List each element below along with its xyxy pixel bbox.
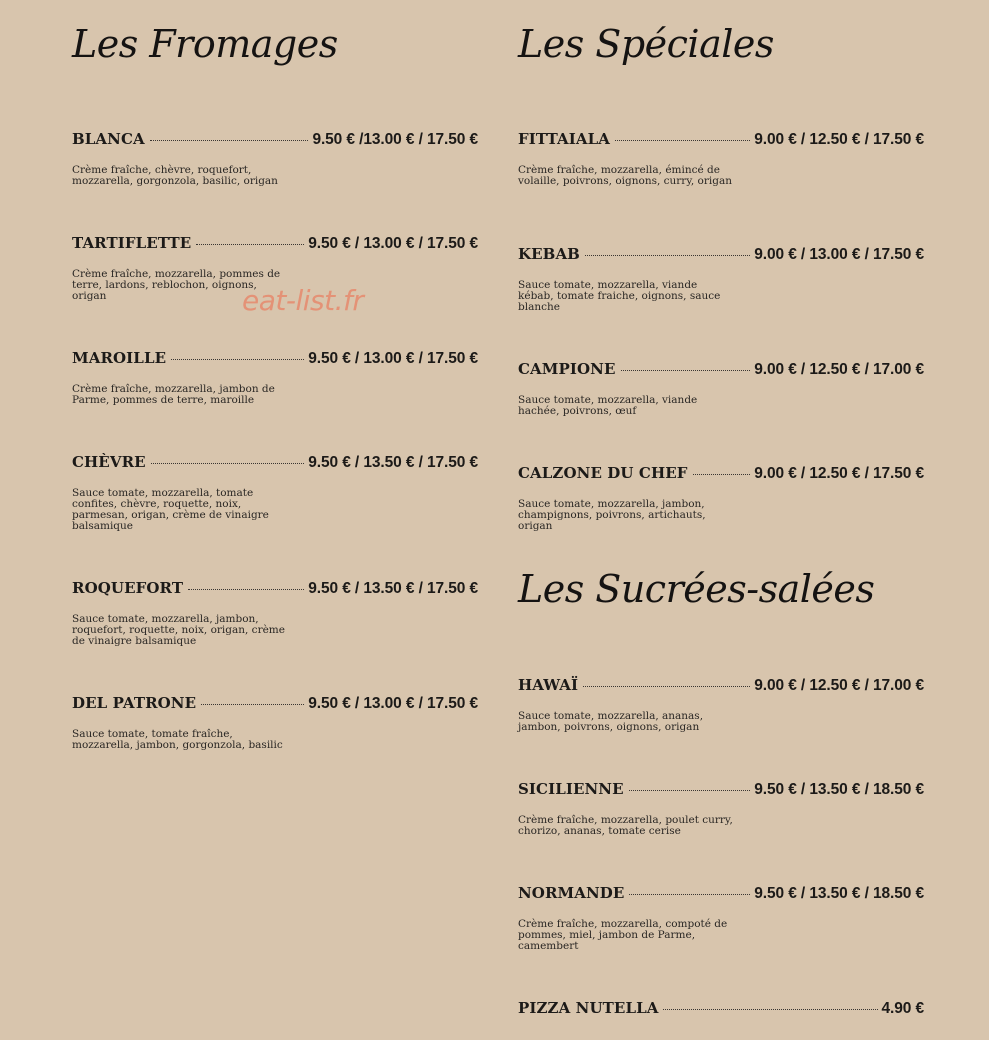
dot-leader — [196, 244, 304, 245]
menu-item-maroille — [72, 349, 478, 406]
menu-item-fittaiala — [518, 130, 924, 187]
item-description: Sauce tomate, mozzarella, viande hachée, poivrons, œuf — [518, 394, 698, 417]
item-name: SICILIENNE — [518, 780, 624, 798]
menu-item-roquefort — [72, 579, 478, 647]
item-price: 9.50 € / 13.50 € / 17.50 € — [308, 454, 478, 471]
item-description: Sauce tomate, mozzarella, jambon, champignons, poivrons, artichauts, origan — [518, 498, 706, 532]
section-title-speciales: Les Spéciales — [518, 22, 774, 66]
item-description: Crème fraîche, mozzarella, compoté de pommes, miel, jambon de Parme, camembert — [518, 918, 728, 952]
menu-item-campione — [518, 360, 924, 417]
dot-leader — [151, 463, 305, 464]
menu-item-chevre — [72, 453, 478, 532]
dot-leader — [188, 589, 304, 590]
item-price: 9.50 € / 13.50 € / 17.50 € — [308, 580, 478, 597]
item-description: Crème fraîche, mozzarella, jambon de Parme, pommes de terre, maroille — [72, 383, 275, 406]
item-name: CHÈVRE — [72, 453, 146, 471]
item-name: HAWAÏ — [518, 676, 579, 694]
menu-item-blanca — [72, 130, 478, 187]
item-name: KEBAB — [518, 245, 580, 263]
item-price: 9.00 € / 12.50 € / 17.00 € — [754, 677, 924, 694]
menu-item-tartiflette — [72, 234, 478, 302]
menu-item-hawai — [518, 676, 924, 733]
menu-item-del-patrone — [72, 694, 478, 751]
item-description: Sauce tomate, mozzarella, jambon, roquefort, roquette, noix, origan, crème de vinaigre balsamique — [72, 613, 285, 647]
item-name: DEL PATRONE — [72, 694, 197, 712]
item-name: MAROILLE — [72, 349, 167, 367]
menu-item-sicilienne — [518, 780, 924, 837]
section-title-sucrees-salees: Les Sucrées-salées — [518, 567, 875, 611]
item-price: 9.00 € / 12.50 € / 17.50 € — [754, 131, 924, 148]
item-description: Crème fraîche, chèvre, roquefort, mozzarella, gorgonzola, basilic, origan — [72, 164, 278, 187]
item-name: TARTIFLETTE — [72, 234, 192, 252]
item-name: ROQUEFORT — [72, 579, 184, 597]
item-description: Crème fraîche, mozzarella, émincé de volaille, poivrons, oignons, curry, origan — [518, 164, 732, 187]
menu-item-normande — [518, 884, 924, 952]
item-name: CALZONE DU CHEF — [518, 464, 688, 482]
item-description: Sauce tomate, mozzarella, tomate confites, chèvre, roquette, noix, parmesan, origan, crème de vinaigre balsamique — [72, 487, 269, 532]
menu-item-calzone-du-chef — [518, 464, 924, 532]
dot-leader — [150, 140, 309, 141]
dot-leader — [663, 1009, 877, 1010]
item-description: Sauce tomate, tomate fraîche, mozzarella, jambon, gorgonzola, basilic — [72, 728, 283, 751]
item-name: NORMANDE — [518, 884, 625, 902]
item-name: CAMPIONE — [518, 360, 616, 378]
item-price: 9.50 € / 13.00 € / 17.50 € — [308, 235, 478, 252]
item-description: Sauce tomate, mozzarella, ananas, jambon, poivrons, oignons, origan — [518, 710, 704, 733]
dot-leader — [585, 255, 750, 256]
item-price: 9.50 € / 13.50 € / 18.50 € — [754, 885, 924, 902]
dot-leader — [621, 370, 751, 371]
item-price: 9.00 € / 12.50 € / 17.00 € — [754, 361, 924, 378]
item-price: 9.50 € /13.00 € / 17.50 € — [312, 131, 478, 148]
item-price: 9.00 € / 13.00 € / 17.50 € — [754, 246, 924, 263]
dot-leader — [201, 704, 304, 705]
dot-leader — [615, 140, 750, 141]
dot-leader — [171, 359, 304, 360]
item-price: 9.50 € / 13.00 € / 17.50 € — [308, 695, 478, 712]
item-name: BLANCA — [72, 130, 145, 148]
item-price: 4.90 € — [881, 1000, 924, 1017]
item-price: 9.00 € / 12.50 € / 17.50 € — [754, 465, 924, 482]
dot-leader — [693, 474, 751, 475]
item-description: Crème fraîche, mozzarella, pommes de terre, lardons, reblochon, oignons, origan — [72, 268, 281, 302]
item-price: 9.50 € / 13.00 € / 17.50 € — [308, 350, 478, 367]
menu-item-kebab — [518, 245, 924, 313]
dot-leader — [629, 894, 750, 895]
section-title-fromages: Les Fromages — [72, 22, 338, 66]
item-price: 9.50 € / 13.50 € / 18.50 € — [754, 781, 924, 798]
item-description: Crème fraîche, mozzarella, poulet curry, chorizo, ananas, tomate cerise — [518, 814, 733, 837]
item-name: FITTAIALA — [518, 130, 611, 148]
item-name: PIZZA NUTELLA — [518, 999, 659, 1017]
dot-leader — [629, 790, 751, 791]
dot-leader — [583, 686, 750, 687]
watermark: eat-list.fr — [242, 284, 364, 317]
item-description: Sauce tomate, mozzarella, viande kébab, tomate fraiche, oignons, sauce blanche — [518, 279, 721, 313]
menu-item-pizza-nutella — [518, 999, 924, 1018]
